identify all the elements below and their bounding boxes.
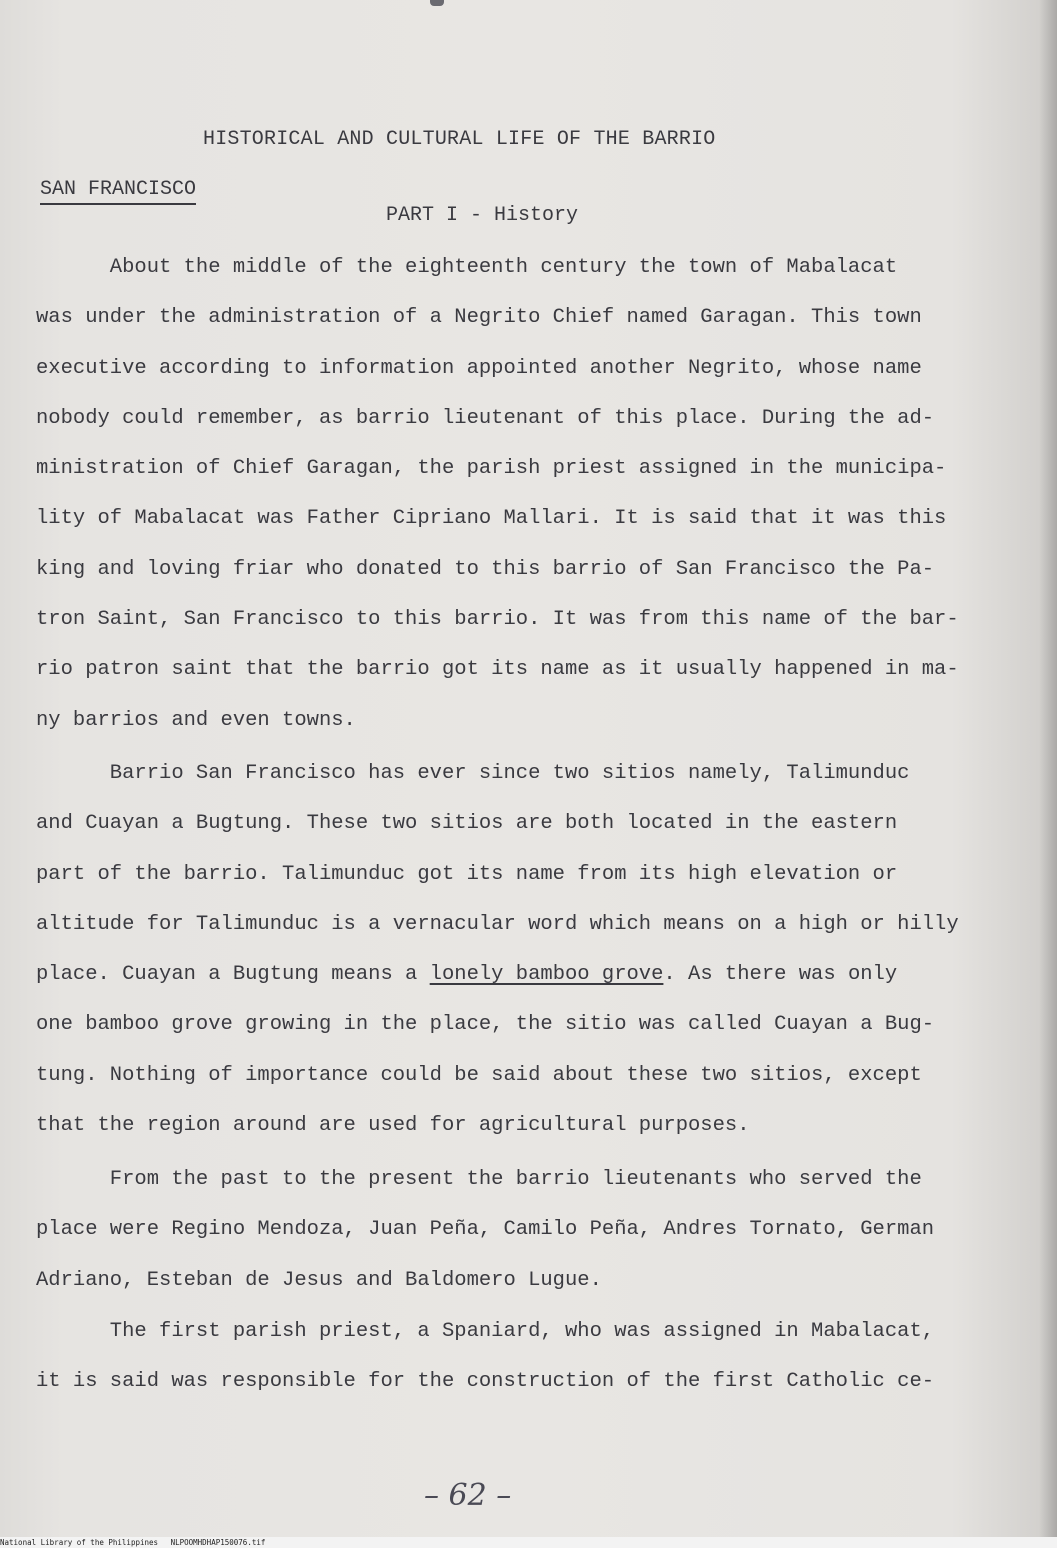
- line-segment: . As there was only: [663, 963, 898, 987]
- paragraph-2: [36, 749, 996, 1151]
- text-line: tron Saint, San Francisco to this barrio. It was from this name of the bar-: [36, 608, 959, 632]
- underlined-text-line: [36, 950, 996, 1000]
- text-line: From the past to the present the barrio lieutenants who served the: [36, 1168, 922, 1191]
- text-line: ministration of Chief Garagan, the parish priest assigned in the municipa-: [36, 457, 947, 481]
- document-title: HISTORICAL AND CULTURAL LIFE OF THE BARRIO: [203, 128, 716, 151]
- barrio-name-heading: SAN FRANCISCO: [40, 178, 196, 205]
- paragraph-1: [36, 243, 996, 746]
- text-line: The first parish priest, a Spaniard, who was assigned in Mabalacat,: [36, 1320, 935, 1343]
- text-line: that the region around are used for agricultural purposes.: [36, 1114, 750, 1138]
- text-line: lity of Mabalacat was Father Cipriano Mallari. It is said that it was this: [36, 507, 947, 531]
- text-line: tung. Nothing of importance could be said about these two sitios, except: [36, 1063, 922, 1087]
- text-line: executive according to information appointed another Negrito, whose name: [36, 356, 922, 380]
- text-line: place were Regino Mendoza, Juan Peña, Camilo Peña, Andres Tornato, German: [36, 1218, 935, 1242]
- page-edge-shadow: [1039, 0, 1057, 1548]
- paragraph-3: [36, 1155, 996, 1306]
- top-ink-mark: [430, 0, 444, 6]
- text-line: king and loving friar who donated to this barrio of San Francisco the Pa-: [36, 557, 935, 581]
- text-line: was under the administration of a Negrito Chief named Garagan. This town: [36, 306, 922, 330]
- text-line: altitude for Talimunduc is a vernacular word which means on a high or hilly: [36, 912, 959, 936]
- text-line: Adriano, Esteban de Jesus and Baldomero Lugue.: [36, 1268, 602, 1292]
- text-line: and Cuayan a Bugtung. These two sitios are both located in the eastern: [36, 812, 898, 836]
- part-heading: PART I - History: [386, 204, 579, 227]
- text-line: it is said was responsible for the construction of the first Catholic ce-: [36, 1370, 935, 1394]
- text-line: About the middle of the eighteenth century the town of Mabalacat: [36, 256, 898, 279]
- text-line: rio patron saint that the barrio got its name as it usually happened in ma-: [36, 658, 959, 682]
- line-segment: place. Cuayan a Bugtung means a: [36, 963, 430, 987]
- text-line: part of the barrio. Talimunduc got its name from its high elevation or: [36, 862, 898, 886]
- scan-filename: NLPOOMHDHAP150076.tif: [170, 1538, 266, 1547]
- text-line: ny barrios and even towns.: [36, 708, 356, 732]
- text-line: nobody could remember, as barrio lieutenant of this place. During the ad-: [36, 406, 935, 430]
- library-credit: National Library of the Philippines: [0, 1538, 159, 1547]
- page-number: – 62 –: [424, 1478, 512, 1513]
- paragraph-4: [36, 1307, 996, 1408]
- scan-footer: [0, 1537, 1057, 1548]
- text-line: Barrio San Francisco has ever since two sitios namely, Talimunduc: [36, 762, 910, 785]
- text-line: one bamboo grove growing in the place, the sitio was called Cuayan a Bug-: [36, 1013, 935, 1037]
- underlined-phrase: lonely bamboo grove: [429, 963, 664, 987]
